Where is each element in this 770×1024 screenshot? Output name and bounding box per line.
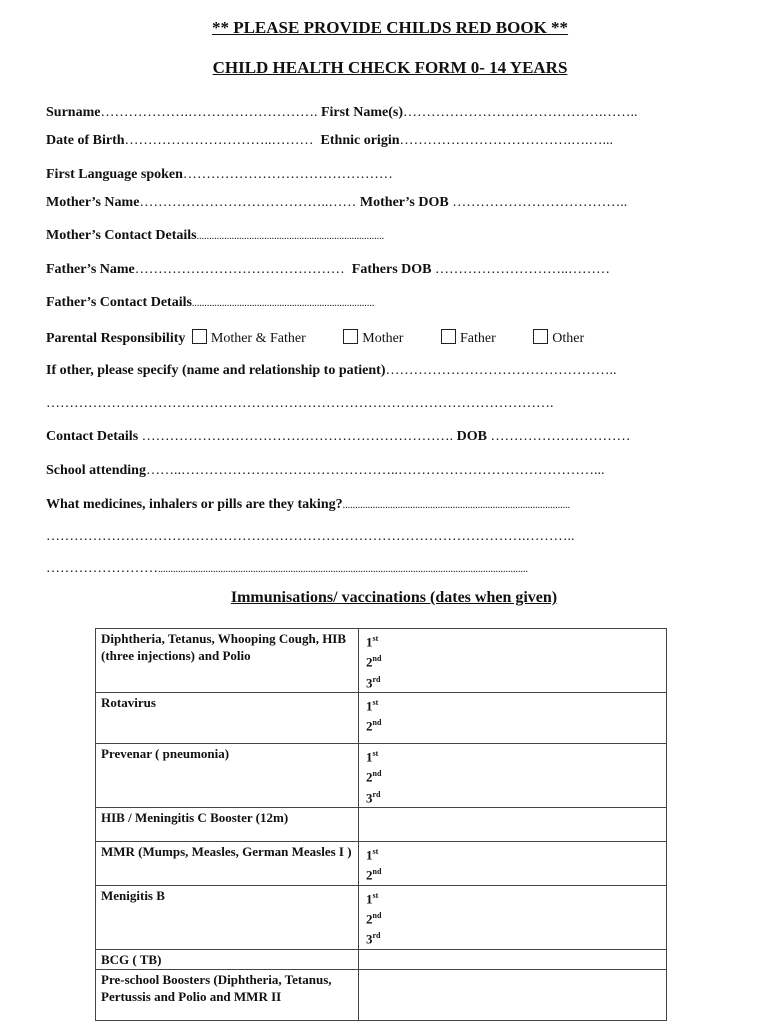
vaccine-dates-cell[interactable]: [359, 949, 667, 969]
vaccine-name: MMR (Mumps, Measles, German Measles I ): [96, 841, 359, 885]
dose-number: 3: [366, 674, 373, 690]
immunisation-row: [96, 743, 667, 807]
vaccine-name: BCG ( TB): [96, 949, 359, 969]
other-specify-label: If other, please specify (name and relationship to patient): [46, 363, 386, 378]
contact-label: Contact Details: [46, 429, 139, 444]
medicines-continuation-2b: ....................................................................................................................................................: [158, 564, 528, 575]
parental-label: Parental Responsibility: [46, 331, 186, 346]
immunisations-table: [95, 628, 667, 1021]
parental-row: [46, 329, 612, 347]
dose-label: [364, 650, 661, 670]
mother-dob-label: Mother’s DOB: [359, 195, 449, 210]
option-father: Father: [459, 331, 496, 346]
language-label: First Language spoken: [46, 167, 183, 182]
vaccine-dates-cell[interactable]: [359, 885, 667, 949]
surname-row: [46, 105, 637, 121]
dose-number: 1: [366, 847, 373, 863]
dob-field[interactable]: …………………………..………: [124, 133, 314, 148]
father-dob-label: Fathers DOB: [351, 262, 432, 277]
dose-label: [364, 694, 661, 714]
dob2-field[interactable]: …………………………: [490, 429, 631, 444]
immunisation-row: [96, 949, 667, 969]
dob2-label: DOB: [456, 429, 487, 444]
vaccine-name: Rotavirus: [96, 692, 359, 743]
mother-contact-row: [46, 228, 384, 244]
vaccine-name: Diphtheria, Tetanus, Whooping Cough, HIB (three injections) and Polio: [96, 629, 359, 693]
immunisation-row: [96, 807, 667, 841]
dob-label: Date of Birth: [46, 133, 125, 148]
dose-number: 2: [366, 654, 373, 670]
dose-label: [364, 786, 661, 806]
language-field[interactable]: ………………………………………: [182, 167, 393, 182]
dose-number: 1: [366, 890, 373, 906]
dose-number: 1: [366, 749, 373, 765]
vaccine-name: Pre-school Boosters (Diphtheria, Tetanus, Pertussis and Polio and MMR II: [96, 969, 359, 1020]
option-other: Other: [552, 331, 585, 346]
ethnic-field[interactable]: ……………………………….….…...: [399, 133, 614, 148]
vaccine-dates-cell[interactable]: [359, 807, 667, 841]
school-label: School attending: [46, 463, 146, 478]
dose-number: 1: [366, 634, 373, 650]
vaccine-dates-cell[interactable]: [359, 692, 667, 743]
father-contact-row: [46, 295, 374, 311]
father-row: [46, 262, 610, 278]
checkbox-mother-father[interactable]: [192, 329, 207, 344]
immunisation-row: [96, 629, 667, 693]
immunisations-title: Immunisations/ vaccinations (dates when given): [230, 589, 558, 606]
medicines-continuation-2[interactable]: [46, 561, 528, 577]
dose-label: [364, 671, 661, 691]
vaccine-dates-cell[interactable]: [359, 743, 667, 807]
mother-name-field[interactable]: …………………………………..……: [139, 195, 357, 210]
father-name-field[interactable]: ………………………………………: [134, 262, 345, 277]
red-book-notice: ** PLEASE PROVIDE CHILDS RED BOOK **: [211, 18, 569, 37]
dose-label: [364, 630, 661, 650]
dose-ordinal-suffix: nd: [372, 718, 382, 728]
dose-number: 3: [366, 931, 373, 947]
vaccine-name: Prevenar ( pneumonia): [96, 743, 359, 807]
mother-contact-label: Mother’s Contact Details: [46, 228, 197, 243]
checkbox-father[interactable]: [441, 329, 456, 344]
dose-ordinal-suffix: st: [372, 634, 379, 643]
language-row: [46, 167, 393, 183]
form-title: CHILD HEALTH CHECK FORM 0- 14 YEARS: [212, 58, 568, 77]
surname-label: Surname: [46, 105, 101, 120]
vaccine-dates-cell[interactable]: [359, 969, 667, 1020]
vaccine-name: HIB / Meningitis C Booster (12m): [96, 807, 359, 841]
father-contact-label: Father’s Contact Details: [46, 295, 192, 310]
mother-dob-field[interactable]: ………………………………..: [452, 195, 628, 210]
dose-number: 3: [366, 789, 373, 805]
contact-row: [46, 429, 631, 445]
dose-ordinal-suffix: st: [372, 846, 379, 856]
mother-contact-field[interactable]: ...........................................................................: [196, 231, 385, 242]
first-names-field[interactable]: …………………………………….……..: [402, 105, 638, 120]
medicines-row: [46, 497, 570, 513]
dose-ordinal-suffix: st: [372, 748, 379, 758]
dose-ordinal-suffix: st: [372, 697, 379, 707]
mother-row: [46, 195, 627, 211]
dose-number: 2: [366, 867, 373, 883]
other-specify-row: [46, 363, 617, 379]
dose-ordinal-suffix: nd: [372, 910, 382, 920]
father-dob-field[interactable]: ………………………..………: [434, 262, 610, 277]
mother-name-label: Mother’s Name: [46, 195, 140, 210]
option-mother-father: Mother & Father: [210, 331, 306, 346]
dose-ordinal-suffix: rd: [372, 931, 381, 941]
vaccine-dates-cell[interactable]: [359, 629, 667, 693]
other-specify-continuation[interactable]: ……………………………………………………………………………………………….: [46, 396, 554, 411]
dose-label: [364, 863, 661, 883]
dose-label: [364, 765, 661, 785]
option-mother: Mother: [362, 331, 404, 346]
dose-label: [364, 907, 661, 927]
dose-label: [364, 714, 661, 734]
dose-label: [364, 843, 661, 863]
first-names-label: First Name(s): [320, 105, 403, 120]
dose-ordinal-suffix: rd: [372, 674, 381, 684]
contact-field[interactable]: ………………………………………………………….: [141, 429, 454, 444]
dose-number: 2: [366, 769, 373, 785]
dose-ordinal-suffix: rd: [372, 789, 381, 799]
dose-ordinal-suffix: st: [372, 890, 379, 900]
dose-ordinal-suffix: nd: [372, 769, 382, 779]
checkbox-other[interactable]: [533, 329, 548, 344]
vaccine-name: Menigitis B: [96, 885, 359, 949]
medicines-continuation-2a: ……………………: [46, 561, 158, 576]
school-field[interactable]: ……..………………………………………..……………………………………...: [145, 463, 605, 478]
medicines-label: What medicines, inhalers or pills are they taking?: [46, 497, 343, 512]
dose-ordinal-suffix: nd: [372, 867, 382, 877]
checkbox-mother[interactable]: [343, 329, 358, 344]
ethnic-label: Ethnic origin: [320, 133, 400, 148]
other-specify-field[interactable]: …………………………………………..: [385, 363, 617, 378]
vaccine-dates-cell[interactable]: [359, 841, 667, 885]
immunisation-row: [96, 885, 667, 949]
father-contact-field[interactable]: .........................................................................: [191, 298, 375, 309]
dose-label: [364, 887, 661, 907]
medicines-field[interactable]: ...........................................................................................: [342, 500, 571, 511]
dose-number: 2: [366, 911, 373, 927]
dose-number: 1: [366, 698, 373, 714]
dose-number: 2: [366, 718, 373, 734]
immunisation-row: [96, 969, 667, 1020]
dose-ordinal-suffix: nd: [372, 654, 382, 664]
dose-label: [364, 745, 661, 765]
immunisation-row: [96, 841, 667, 885]
dob-row: [46, 133, 613, 149]
immunisation-row: [96, 692, 667, 743]
school-row: [46, 463, 604, 479]
father-name-label: Father’s Name: [46, 262, 135, 277]
medicines-continuation-1[interactable]: ………………………………………………………………………………………….………..: [46, 529, 575, 544]
surname-field[interactable]: ……………….……………………….: [100, 105, 318, 120]
dose-label: [364, 927, 661, 947]
